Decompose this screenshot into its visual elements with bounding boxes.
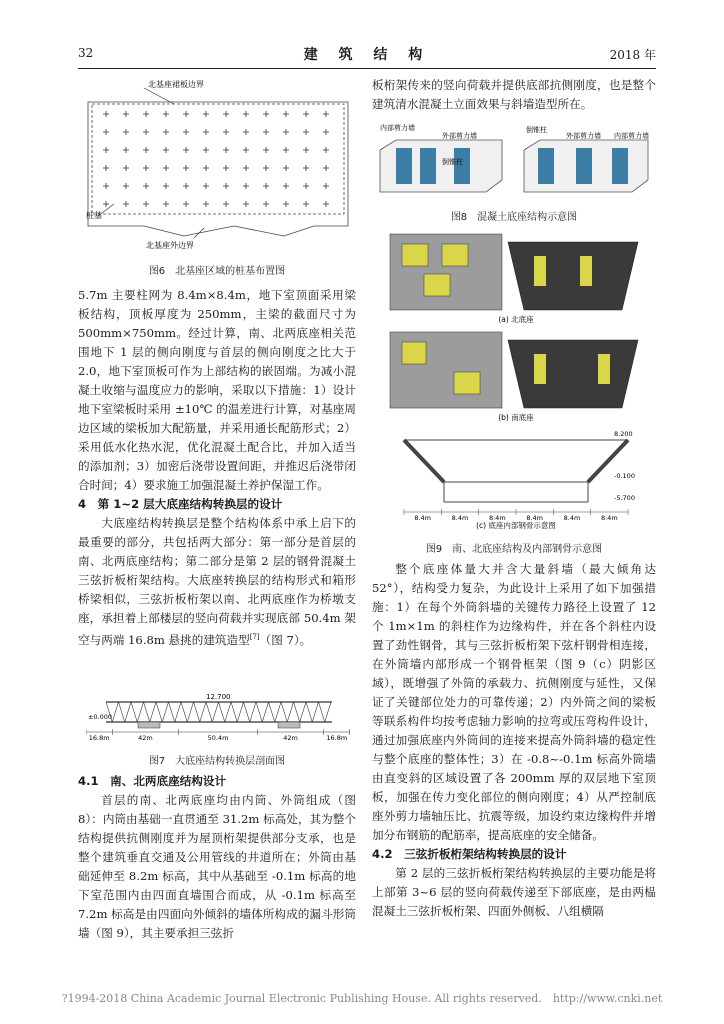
pile-marker bbox=[143, 165, 149, 171]
span-dimensions bbox=[86, 729, 350, 742]
truss-diagonal bbox=[144, 702, 150, 722]
span-label: 16.8m bbox=[88, 734, 110, 742]
truss-diagonal bbox=[281, 702, 287, 722]
paragraph: 大底座结构转换层是整个结构体系中承上启下的最重要的部分，共包括两大部分：第一部分是首层的南、北两底座结构；第二部分是第 2 层的钢骨混凝土三弦折板桁架结构。大底座转换层的结构形式和箱形桥梁相似，三弦折板桁架以南、北两底座作为桥墩支座，承担着上部楼层的竖向荷载并实现底部 50.4m 架空与两端 16.8m 悬挑的建筑造型[7]（图 7）。 bbox=[78, 516, 356, 647]
truss-diagonal bbox=[250, 702, 256, 722]
truss-diagonal bbox=[119, 702, 125, 722]
fig6-caption: 图6 北基座区域的桩基布置图 bbox=[148, 266, 286, 277]
truss-diagonal bbox=[312, 702, 318, 722]
pile-marker bbox=[283, 147, 289, 153]
pile-grid bbox=[103, 111, 329, 207]
truss-diagonal bbox=[200, 702, 206, 722]
truss-diagonal bbox=[150, 702, 156, 722]
pile-marker bbox=[223, 129, 229, 135]
elevation-label: 8.200 bbox=[614, 430, 633, 438]
pile-marker bbox=[243, 183, 249, 189]
truss-diagonal bbox=[306, 702, 312, 722]
pile-marker bbox=[183, 165, 189, 171]
truss-diagonal bbox=[162, 702, 168, 722]
pile-layout-diagram bbox=[84, 76, 352, 252]
truss-diagonal bbox=[187, 702, 193, 722]
paragraph: 板桁架传来的竖向荷载并提供底部抗侧刚度，也是整个建筑清水混凝土立面效果与斜墙造型所在。 bbox=[372, 78, 656, 111]
pile-marker bbox=[203, 111, 209, 117]
pile-marker bbox=[223, 183, 229, 189]
truss-diagonal bbox=[269, 702, 275, 722]
pile-marker bbox=[203, 129, 209, 135]
truss-diagonal bbox=[231, 702, 237, 722]
pile-marker bbox=[223, 165, 229, 171]
right-column-top bbox=[372, 76, 656, 114]
elevation-label: -5.700 bbox=[614, 494, 635, 502]
section-heading-4-2: 4.2 三弦折板桁架结构转换层的设计 bbox=[372, 847, 567, 861]
truss-diagonal bbox=[194, 702, 200, 722]
pile-marker bbox=[243, 129, 249, 135]
span-label: 8.4m bbox=[563, 514, 581, 522]
truss-diagonal bbox=[325, 702, 331, 722]
truss-diagonal bbox=[137, 702, 143, 722]
fig6-label-bottom: 北基座外边界 bbox=[146, 241, 194, 250]
truss-diagonal bbox=[287, 702, 293, 722]
pile-marker bbox=[243, 201, 249, 207]
section-heading-4-1: 4.1 南、北两底座结构设计 bbox=[78, 774, 227, 788]
truss-diagonal bbox=[212, 702, 218, 722]
truss-diagonal bbox=[319, 702, 325, 722]
truss-diagonal bbox=[275, 702, 281, 722]
journal-title: 建 筑 结 构 bbox=[303, 47, 431, 63]
pile-marker bbox=[123, 183, 129, 189]
truss-web bbox=[106, 702, 331, 722]
inner-wall bbox=[420, 148, 436, 184]
page-number: 32 bbox=[78, 46, 94, 60]
fig7-elev-left: ±0.000 bbox=[88, 713, 113, 721]
pile-marker bbox=[123, 165, 129, 171]
fig9c-label: (c) 底座内部钢骨示意图 bbox=[476, 521, 556, 530]
pile-marker bbox=[223, 111, 229, 117]
pile-marker bbox=[163, 147, 169, 153]
pile-marker bbox=[243, 111, 249, 117]
inner-wall bbox=[396, 148, 412, 184]
pile-marker bbox=[163, 111, 169, 117]
pile-marker bbox=[203, 183, 209, 189]
pile-marker bbox=[143, 111, 149, 117]
pile-marker bbox=[323, 183, 329, 189]
pile-marker bbox=[103, 129, 109, 135]
fig8-caption: 图8 混凝土底座结构示意图 bbox=[450, 212, 578, 223]
truss-diagonal bbox=[294, 702, 300, 722]
fig8-label: 外部剪力墙 bbox=[566, 132, 601, 140]
figure-9 bbox=[384, 232, 648, 532]
fig8-label: 外部剪力墙 bbox=[442, 132, 477, 140]
pile-marker bbox=[283, 111, 289, 117]
column bbox=[538, 148, 554, 184]
pile-marker bbox=[203, 165, 209, 171]
span-label: 8.4m bbox=[600, 514, 618, 522]
pile-marker bbox=[263, 201, 269, 207]
pile-marker bbox=[163, 201, 169, 207]
pile-marker bbox=[223, 147, 229, 153]
pile-marker bbox=[163, 183, 169, 189]
citation: [7] bbox=[249, 633, 260, 641]
section-heading-4: 4 第 1~2 层大底座结构转换层的设计 bbox=[78, 497, 283, 511]
fig8-label: 倒锥柱 bbox=[526, 126, 547, 134]
pile-marker bbox=[143, 129, 149, 135]
truss-diagonal bbox=[225, 702, 231, 722]
pile-marker bbox=[123, 111, 129, 117]
span-label: 42m bbox=[283, 734, 298, 742]
pile-marker bbox=[303, 201, 309, 207]
fig8-label: 内部剪力墙 bbox=[380, 124, 415, 132]
paragraph: 第 2 层的三弦折板桁架结构转换层的主要功能是将上部第 3~6 层的竖向荷载传递至下部底座，是由两榀混凝土三弦折板桁架、四面外侧板、八组横隔 bbox=[372, 866, 656, 918]
pile-marker bbox=[283, 129, 289, 135]
figure-6 bbox=[84, 76, 352, 252]
pile-marker bbox=[283, 165, 289, 171]
pile-marker bbox=[303, 183, 309, 189]
pile-marker bbox=[303, 147, 309, 153]
pile-marker bbox=[263, 165, 269, 171]
paragraph: 首层的南、北两底座均由内筒、外筒组成（图 8）：内筒由基础一直贯通至 31.2m 标高处，其为整个结构提供抗侧刚度并为屋顶桁架提供部分支承，也是整个建筑垂直交通及公用管线的井道所在；外筒由基础延伸至 8.2m 标高，其中从基础至 -0.1m 标高的地下室范围内由四面直墙围合而成，从 -0.1m 标高至 7.2m 标高是由四面向外倾斜的墙体所构成的漏斗形筒墙（图 9），其主要承担三弦折 bbox=[78, 793, 356, 940]
pile-marker bbox=[203, 147, 209, 153]
pile-marker bbox=[263, 111, 269, 117]
fig9-caption: 图9 南、北底座结构及内部钢骨示意图 bbox=[425, 544, 603, 555]
outer-boundary bbox=[88, 102, 348, 236]
pile-marker bbox=[263, 129, 269, 135]
truss-diagonal bbox=[219, 702, 225, 722]
truss-diagonal bbox=[181, 702, 187, 722]
fig7-elev-top: 12.700 bbox=[206, 693, 231, 701]
truss-diagonal bbox=[156, 702, 162, 722]
pile-marker bbox=[103, 201, 109, 207]
truss-diagonal bbox=[237, 702, 243, 722]
left-column-top bbox=[78, 286, 356, 650]
truss-diagonal bbox=[206, 702, 212, 722]
north-base-3d bbox=[508, 242, 638, 310]
fig8-label: 内部剪力墙 bbox=[614, 132, 649, 140]
pile-marker bbox=[143, 147, 149, 153]
page-header bbox=[78, 44, 656, 69]
pile-marker bbox=[123, 129, 129, 135]
pile-marker bbox=[183, 147, 189, 153]
pile-marker bbox=[243, 165, 249, 171]
pile-marker bbox=[163, 129, 169, 135]
fig8-label: 倒锥柱 bbox=[442, 158, 463, 166]
paragraph: 5.7m 主要柱网为 8.4m×8.4m，地下室顶面采用梁板结构，顶板厚度为 250mm，主梁的截面尺寸为 500mm×750mm。经过计算，南、北两底座相关范围地下 1 层的侧向刚度与首层的侧向刚度之比大于 2.0，地下室顶板可作为上部结构的嵌固端。为减小混凝土收缩与温度应力的影响，采取以下措施：1）设计地下室梁板时采用 ±10℃ 的温差进行计算，对基座周边区域的梁板加大配筋量，并采用通长配筋形式；2）采用低水化热水泥，优化混凝土配合比，并加入适当的添加剂；3）加密后浇带设置间距，并推迟后浇带闭合时间；4）要求施工加强混凝土养护保湿工作。 bbox=[78, 288, 356, 492]
pile-marker bbox=[183, 129, 189, 135]
span-label: 8.4m bbox=[526, 514, 544, 522]
copyright-footer: ?1994-2018 China Academic Journal Electronic Publishing House. All rights reserved. http://www.cnki.net bbox=[61, 992, 663, 1005]
fig6-label-top: 北基座裙板边界 bbox=[148, 80, 204, 89]
figure-8 bbox=[376, 120, 652, 200]
concrete-base-schematic bbox=[376, 120, 652, 200]
slab-boundary bbox=[92, 104, 344, 214]
pile-marker bbox=[103, 111, 109, 117]
truss-diagonal bbox=[300, 702, 306, 722]
elevation-label: -0.100 bbox=[614, 472, 635, 480]
pile-marker bbox=[323, 129, 329, 135]
span-label: 8.4m bbox=[488, 514, 506, 522]
pile-marker bbox=[303, 165, 309, 171]
span-label: 50.4m bbox=[207, 734, 229, 742]
pile-marker bbox=[183, 201, 189, 207]
span-label: 8.4m bbox=[414, 514, 432, 522]
span-label: 8.4m bbox=[451, 514, 469, 522]
truss-diagonal bbox=[256, 702, 262, 722]
base-structures-diagram bbox=[384, 232, 648, 532]
pile-marker bbox=[203, 201, 209, 207]
truss-diagonal bbox=[169, 702, 175, 722]
pile-marker bbox=[183, 183, 189, 189]
journal-year: 2018 年 bbox=[609, 48, 656, 62]
pile-marker bbox=[103, 165, 109, 171]
inner-wall bbox=[612, 148, 628, 184]
pile-marker bbox=[223, 201, 229, 207]
pile-marker bbox=[183, 111, 189, 117]
pile-marker bbox=[303, 111, 309, 117]
south-base-3d bbox=[508, 340, 638, 408]
right-column-bottom bbox=[372, 560, 656, 921]
pile-marker bbox=[103, 183, 109, 189]
pile-marker bbox=[103, 147, 109, 153]
outer-wall bbox=[576, 148, 592, 184]
pile-marker bbox=[143, 183, 149, 189]
pile-marker bbox=[323, 201, 329, 207]
pile-marker bbox=[163, 165, 169, 171]
pile-marker bbox=[323, 165, 329, 171]
pile-marker bbox=[323, 111, 329, 117]
span-label: 16.8m bbox=[326, 734, 348, 742]
fig7-caption: 图7 大底座结构转换层剖面图 bbox=[148, 756, 286, 767]
pile-marker bbox=[283, 183, 289, 189]
pile-marker bbox=[123, 147, 129, 153]
pile-marker bbox=[263, 183, 269, 189]
fig9b-label: (b) 南底座 bbox=[498, 413, 534, 422]
pile-marker bbox=[243, 147, 249, 153]
span-label: 42m bbox=[138, 734, 153, 742]
truss-diagonal bbox=[244, 702, 250, 722]
paragraph: 整个底座体量大并含大量斜墙（最大倾角达 52°），结构受力复杂，为此设计上采用了如下加强措施：1）在每个外筒斜墙的关键传力路径上设置了 12 个 1m×1m 的斜柱作为边缘构件，并在各个斜柱内设置了劲性钢骨，其与三弦折板桁架下弦杆钢骨相连接，在外筒墙内部形成一个钢骨框架（图 9（c）阴影区域），既增强了外筒的承载力、抗侧刚度与延性，又保证了关键部位处力的可靠传递；2）内外筒之间的梁板等联系构件均按考虑轴力影响的拉弯或压弯构件设计，通过加强底座内外筒间的连接来提高外筒斜墙的稳定性与整个底座的整体性；3）在 -0.8~-0.1m 标高外筒墙由直变斜的区域设置了各 200mm 厚的双层地下室顶板，加强在传力变化部位的侧向刚度；4）从严控制底座外剪力墙轴压比、抗震等级，加设约束边缘构件并增加分布钢筋的配筋率，提高底座的安全储备。 bbox=[372, 562, 656, 842]
truss-diagonal bbox=[131, 702, 137, 722]
outer-wall bbox=[454, 148, 470, 184]
figure-7 bbox=[86, 692, 350, 742]
fig6-label-pile: 桩基 bbox=[86, 211, 102, 220]
truss-diagonal bbox=[262, 702, 268, 722]
pile-marker bbox=[123, 201, 129, 207]
truss-diagonal bbox=[175, 702, 181, 722]
pile-marker bbox=[323, 147, 329, 153]
pile-marker bbox=[303, 129, 309, 135]
transfer-floor-section bbox=[86, 692, 350, 742]
pile-marker bbox=[283, 201, 289, 207]
pile-marker bbox=[143, 201, 149, 207]
left-column-bottom bbox=[78, 772, 356, 943]
pile-marker bbox=[263, 147, 269, 153]
fig9a-label: (a) 北底座 bbox=[498, 315, 534, 324]
truss-diagonal bbox=[125, 702, 131, 722]
truss-diagonal bbox=[112, 702, 118, 722]
